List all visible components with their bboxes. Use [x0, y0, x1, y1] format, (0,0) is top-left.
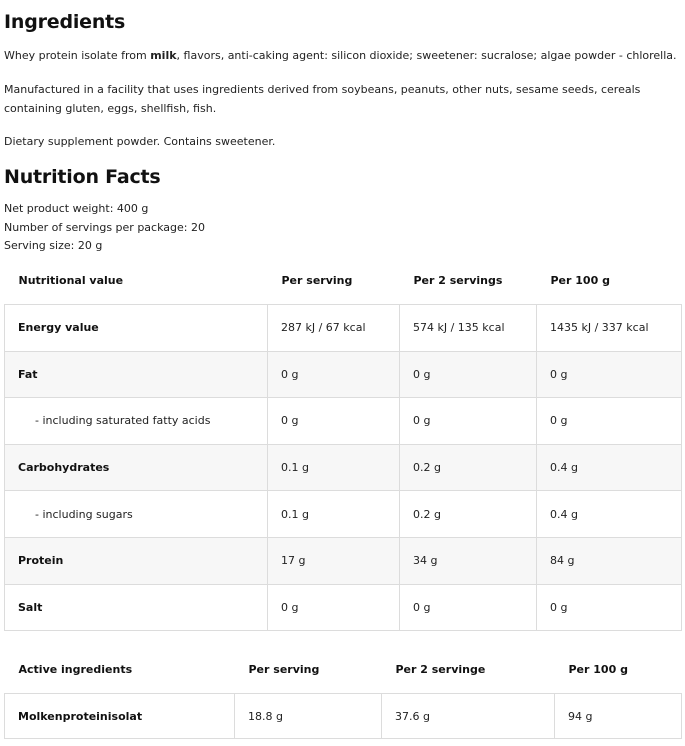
per-2-servings-value: 0 g: [400, 351, 537, 398]
nutrient-name: - including saturated fatty acids: [5, 398, 268, 445]
ingredients-suffix: , flavors, anti-caking agent: silicon dioxide; sweetener: sucralose; algae powder - chlorella.: [176, 49, 677, 62]
supplement-note: Dietary supplement powder. Contains sweetener.: [4, 135, 276, 148]
nutrition-table: [4, 257, 682, 631]
per-2-servings-value: 0 g: [400, 584, 537, 631]
column-header: Per 2 servings: [413, 274, 503, 287]
per-2-servings-value: 574 kJ / 135 kcal: [400, 305, 537, 352]
package-info: [4, 200, 205, 256]
per-100g-value: 0 g: [537, 584, 682, 631]
active-table-header: [5, 646, 682, 694]
nutrition-table-header: [5, 257, 682, 305]
facility-allergen-note: Manufactured in a facility that uses ingredients derived from soybeans, peanuts, other nuts, sesame seeds, cereals containing gluten, eggs, shellfish, fish.: [4, 83, 641, 115]
table-row: [5, 444, 682, 491]
per-2-servings-value: 0.2 g: [400, 444, 537, 491]
nutrient-name: Salt: [5, 584, 268, 631]
per-serving-value: 0.1 g: [268, 444, 400, 491]
per-2-servings-value: 37.6 g: [382, 694, 555, 739]
per-serving-value: 18.8 g: [235, 694, 382, 739]
table-row: [5, 537, 682, 584]
column-header: Per 2 servinge: [395, 663, 486, 676]
column-header: Per 100 g: [550, 274, 610, 287]
per-100g-value: 1435 kJ / 337 kcal: [537, 305, 682, 352]
nutrient-name: Energy value: [5, 305, 268, 352]
ingredients-heading: Ingredients: [4, 11, 126, 33]
ingredients-list: [4, 46, 681, 65]
nutrient-name: Protein: [5, 537, 268, 584]
table-row: [5, 398, 682, 445]
nutrient-name: Fat: [5, 351, 268, 398]
nutrient-name: - including sugars: [5, 491, 268, 538]
per-serving-value: 0 g: [268, 584, 400, 631]
servings-per-package: Number of servings per package: 20: [4, 220, 205, 234]
nutrient-name: Carbohydrates: [5, 444, 268, 491]
per-2-servings-value: 0.2 g: [400, 491, 537, 538]
per-100g-value: 0.4 g: [537, 444, 682, 491]
table-row: [5, 584, 682, 631]
table-row: [5, 351, 682, 398]
allergen-milk: milk: [150, 49, 177, 62]
column-header: Per 100 g: [568, 663, 628, 676]
serving-size: Serving size: 20 g: [4, 239, 103, 252]
column-header: Per serving: [281, 274, 353, 287]
active-ingredient-name: Molkenproteinisolat: [5, 694, 235, 739]
per-100g-value: 0.4 g: [537, 491, 682, 538]
column-header: Nutritional value: [18, 274, 124, 287]
column-header: Per serving: [248, 663, 320, 676]
per-serving-value: 0.1 g: [268, 491, 400, 538]
column-header: Active ingredients: [18, 663, 133, 676]
nutrition-facts-heading: Nutrition Facts: [4, 166, 161, 188]
per-2-servings-value: 0 g: [400, 398, 537, 445]
per-serving-value: 0 g: [268, 351, 400, 398]
active-ingredients-table: [4, 646, 682, 739]
per-serving-value: 0 g: [268, 398, 400, 445]
per-serving-value: 287 kJ / 67 kcal: [268, 305, 400, 352]
table-row: [5, 305, 682, 352]
per-100g-value: 0 g: [537, 398, 682, 445]
per-100g-value: 84 g: [537, 537, 682, 584]
per-100g-value: 94 g: [555, 694, 682, 739]
table-row: [5, 694, 682, 739]
per-2-servings-value: 34 g: [400, 537, 537, 584]
ingredients-prefix: Whey protein isolate from: [4, 49, 151, 62]
table-row: [5, 491, 682, 538]
net-weight: Net product weight: 400 g: [4, 202, 149, 215]
per-serving-value: 17 g: [268, 537, 400, 584]
per-100g-value: 0 g: [537, 351, 682, 398]
